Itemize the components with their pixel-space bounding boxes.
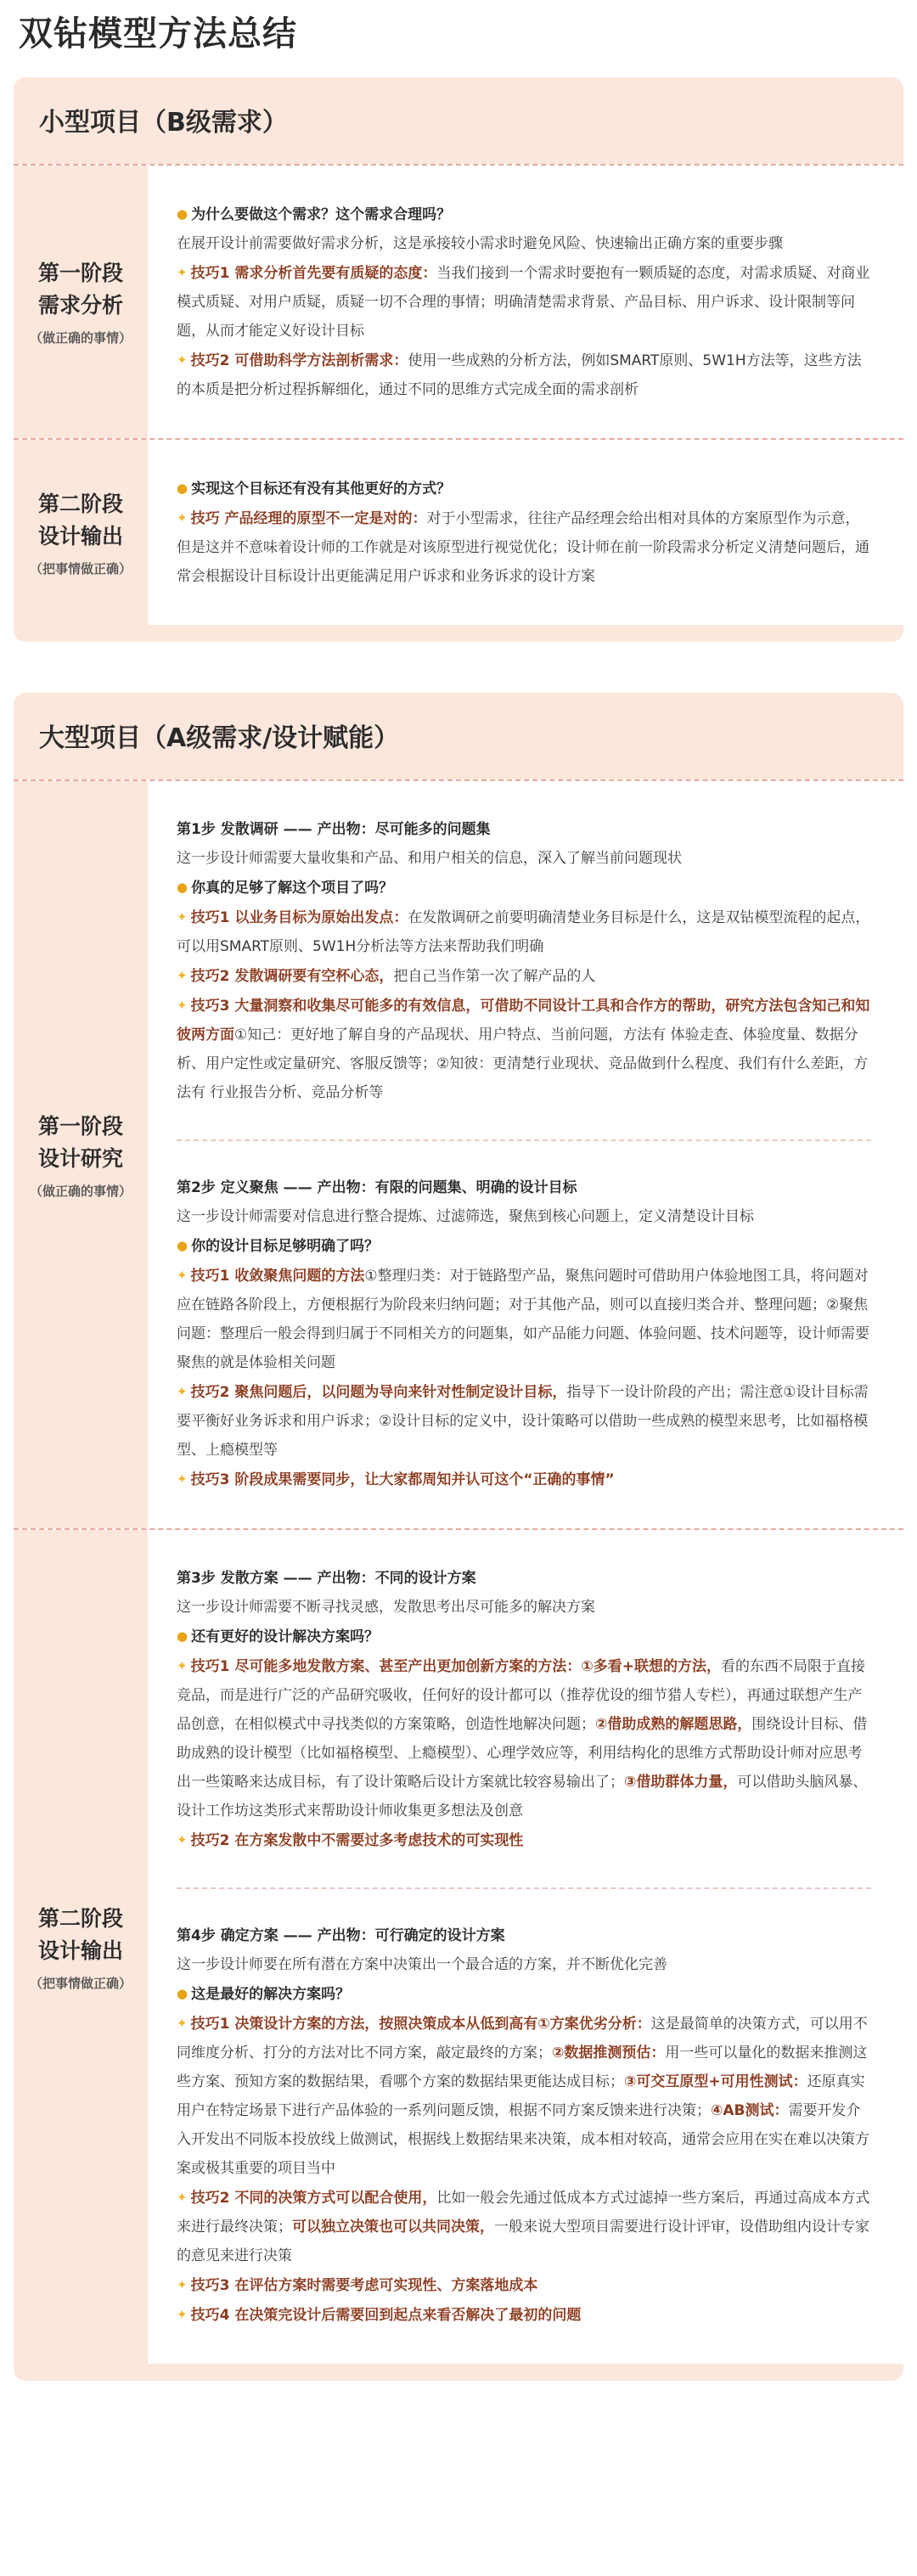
tip-item [177, 1261, 871, 1377]
stage-note: （把事情做正确） [29, 560, 132, 577]
tip-text: 还原真实用户在特定场景下进行产品体验的一系列问题反馈，根据不同方案反馈来进行决策； [177, 2073, 865, 2119]
tip-sub-label: ④AB测试： [711, 2102, 789, 2119]
lightbulb-icon: ✦ [177, 968, 188, 983]
step-title: 第2步 定义聚焦 —— 产出物：有限的问题集、明确的设计目标 [177, 1179, 577, 1196]
section-large-project [14, 693, 903, 2381]
tip-label: 技巧1 以业务目标为原始出发点： [190, 909, 408, 926]
question-line [177, 474, 871, 503]
tip-label: 技巧3 在评估方案时需要考虑可实现性、方案落地成本 [190, 2277, 538, 2294]
question-line [177, 873, 871, 903]
lightbulb-icon: ✦ [177, 909, 188, 925]
tip-label: 技巧1 收敛聚焦问题的方法 [190, 1268, 365, 1285]
stage-content [148, 166, 903, 438]
intro-text: 在展开设计前需要做好需求分析，这是承接较小需求时避免风险、快速输出正确方案的重要步骤 [177, 235, 783, 252]
tip-label: 技巧2 不同的决策方式可以配合使用， [190, 2190, 437, 2207]
tip-text: 指导下一设计阶段的产出；需注意①设计目标需要平衡好业务诉求和用户诉求；②设计目标的定义中，设计策略可以借助一些成熟的模型来思考，比如福格模型、上瘾模型等 [177, 1384, 869, 1459]
lightbulb-icon: ✦ [177, 1658, 188, 1673]
lightbulb-icon: ✦ [177, 998, 188, 1013]
tip-label: 技巧2 聚焦问题后，以问题为导向来针对性制定设计目标， [190, 1384, 567, 1401]
question-line [177, 200, 871, 229]
tip-text: 需要开发介入开发出不同版本投放线上做测试，根据线上数据结果来决策，成本相对较高，通常会应用在实在难以决策方案或极其重要的项目当中 [177, 2102, 869, 2177]
step-title: 第3步 发散方案 —— 产出物：不同的设计方案 [177, 1570, 476, 1587]
tip-text: 看的东西不局限于直接竞品，而是进行广泛的产品研究吸收，任何好的设计都可以（推荐优设的细节猎人专栏），再通过联想产生产品创意，在相似模式中寻找类似的方案策略，创造性地解决问题； [177, 1658, 865, 1733]
tip-text: 围绕设计目标、借助成熟的设计模型（比如福格模型、上瘾模型）、心理学效应等，利用结构化的思维方式帮助设计师对应思考出一些策略来达成目标，有了设计策略后设计方案就比较容易输出了； [177, 1716, 868, 1791]
tip-sub-label: 可以独立决策也可以共同决策， [292, 2219, 494, 2236]
section-header-small: 小型项目（B级需求） [39, 108, 288, 138]
question-text: 还有更好的设计解决方案吗？ [191, 1628, 380, 1645]
step-block-3 [177, 1564, 871, 1855]
tip-item [177, 1651, 871, 1825]
stage-title: 设计输出 [37, 523, 123, 548]
tip-label: 技巧1 尽可能多地发散方案、甚至产出更加创新方案的方法： [190, 1658, 582, 1675]
lightbulb-icon: ✦ [177, 265, 188, 280]
thinking-emoji-icon: ● [177, 1238, 188, 1253]
stage-title: 设计输出 [37, 1938, 123, 1963]
tip-text: 在发散调研之前要明确清楚业务目标是什么，这是双钻模型流程的起点，可以用SMART原则、5W1H分析法等方法来帮助我们明确 [177, 909, 870, 955]
tip-label: 技巧1 决策设计方案的方法，按照决策成本从低到高有 [190, 2016, 538, 2033]
lightbulb-icon: ✦ [177, 2190, 188, 2205]
tip-label: 技巧3 大量洞察和收集尽可能多的有效信息，可借助不同设计工具和合作方的帮助，研究方法包含知己和知彼两方面 [177, 998, 870, 1043]
stage-note: （做正确的事情） [29, 1183, 132, 1199]
lightbulb-icon: ✦ [177, 2307, 188, 2322]
tip-item [177, 1825, 871, 1855]
lightbulb-icon: ✦ [177, 1268, 188, 1283]
tip-label: 技巧4 在决策完设计后需要回到起点来看否解决了最初的问题 [190, 2307, 582, 2324]
question-line [177, 1622, 871, 1651]
thinking-emoji-icon: ● [177, 206, 188, 222]
stage-content [148, 440, 903, 625]
lightbulb-icon: ✦ [177, 510, 188, 526]
lightbulb-icon: ✦ [177, 1832, 188, 1848]
stage-content [148, 781, 903, 1528]
step-block-4 [177, 1887, 871, 2330]
tip-sub-label: ③借助群体力量， [624, 1774, 738, 1791]
tip-sub-label: ②借助成熟的解题思路， [595, 1716, 752, 1733]
tip-label: 技巧2 可借助科学方法剖析需求： [190, 352, 408, 369]
tip-item [177, 346, 871, 404]
tip-label: 技巧1 需求分析首先要有质疑的态度： [190, 265, 437, 282]
stage-label [14, 166, 148, 438]
tip-item [177, 503, 871, 591]
tip-text: ①知己：更好地了解自身的产品现状、用户特点、当前问题，方法有 体验走查、体验度量、数据分析、用户定性或定量研究、客服反馈等；②知彼：更清楚行业现状、竞品做到什么程度、我们有什么差距，方法有 行业报告分析、竞品分析等 [177, 1026, 869, 1101]
stage-note: （把事情做正确） [29, 1975, 132, 1991]
stage-number: 第一阶段 [37, 261, 123, 285]
tip-item [177, 2183, 871, 2270]
question-text: 你的设计目标足够明确了吗？ [191, 1238, 380, 1255]
tip-label: 技巧 产品经理的原型不一定是对的： [190, 510, 427, 527]
step-title: 第4步 确定方案 —— 产出物：可行确定的设计方案 [177, 1927, 505, 1944]
tip-text: 可以借助头脑风暴、设计工作坊这类形式来帮助设计师收集更多想法及创意 [177, 1774, 868, 1820]
tip-text: 把自己当作第一次了解产品的人 [393, 968, 596, 985]
question-text: 为什么要做这个需求？这个需求合理吗？ [191, 206, 452, 223]
question-line [177, 1231, 871, 1261]
stage-note: （做正确的事情） [29, 330, 132, 346]
tip-text: 比如一般会先通过低成本方式过滤掉一些方案后，再通过高成本方式来进行最终决策； [177, 2190, 870, 2236]
lightbulb-icon: ✦ [177, 2277, 188, 2292]
tip-text: 当我们接到一个需求时要抱有一颗质疑的态度，对需求质疑、对商业模式质疑、对用户质疑，质疑一切不合理的事情；明确清楚需求背景、产品目标、用户诉求、设计限制等问题，从而才能定义好设计目标 [177, 265, 870, 340]
stage-title: 需求分析 [37, 293, 123, 318]
lightbulb-icon: ✦ [177, 1384, 188, 1399]
step-block-2 [177, 1139, 871, 1494]
tip-text: 使用一些成熟的分析方法，例如SMART原则、5W1H方法等，这些方法的本质是把分析过程拆解细化，通过不同的思维方式完成全面的需求剖析 [177, 352, 862, 398]
tip-text: 这是最简单的决策方式，可以用不同维度分析、打分的方法对比不同方案，敲定最终的方案； [177, 2016, 868, 2061]
tip-item [177, 991, 871, 1107]
thinking-emoji-icon: ● [177, 481, 188, 496]
tip-label: 技巧2 发散调研要有空杯心态， [190, 968, 394, 985]
intro-text: 这一步设计师需要大量收集和产品、和用户相关的信息，深入了解当前问题现状 [177, 850, 682, 867]
tip-item [177, 2300, 871, 2330]
tip-sub-label: ①方案优劣分析： [537, 2016, 651, 2033]
step-block-1 [177, 815, 871, 1107]
tip-text: 一般来说大型项目需要进行设计评审，设借助组内设计专家的意见来进行决策 [177, 2219, 869, 2264]
stage-small-2 [14, 438, 903, 625]
lightbulb-icon: ✦ [177, 1471, 188, 1487]
tip-item [177, 1465, 871, 1494]
thinking-emoji-icon: ● [177, 880, 188, 895]
tip-item [177, 1377, 871, 1465]
intro-text: 这一步设计师需要对信息进行整合提炼、过滤筛选，聚焦到核心问题上，定义清楚设计目标 [177, 1208, 754, 1225]
lightbulb-icon: ✦ [177, 2016, 188, 2031]
tip-text: 对于小型需求，往往产品经理会给出相对具体的方案原型作为示意，但是这并不意味着设计师的工作就是对该原型进行视觉优化；设计师在前一阶段需求分析定义清楚问题后，通常会根据设计目标设计出更能满足用户诉求和业务诉求的设计方案 [177, 510, 869, 585]
tip-item [177, 258, 871, 346]
stage-large-1 [14, 779, 903, 1528]
thinking-emoji-icon: ● [177, 1628, 188, 1644]
question-text: 这是最好的解决方案吗？ [191, 1986, 351, 2003]
stage-title: 设计研究 [37, 1145, 123, 1171]
tip-sub-label: ③可交互原型+可用性测试： [624, 2073, 807, 2090]
tip-label: 技巧2 在方案发散中不需要过多考虑技术的可实现性 [190, 1832, 524, 1849]
tip-text: ①整理归类：对于链路型产品，聚焦问题时可借助用户体验地图工具，将问题对应在链路各阶段上，方便根据行为阶段来归纳问题；对于其他产品，则可以直接归类合并、整理问题；②聚焦问题：整理后一般会得到归属于不同相关方的问题集，如产品能力问题、体验问题、技术问题等，设计师需要聚焦的就是体验相关问题 [177, 1268, 869, 1371]
stage-small-1 [14, 164, 903, 438]
stage-label [14, 781, 148, 1528]
stage-number: 第二阶段 [37, 1905, 123, 1931]
question-text: 你真的足够了解这个项目了吗？ [191, 880, 394, 897]
tip-sub-label: ①多看+联想的方法， [581, 1658, 721, 1675]
tip-label: 技巧3 阶段成果需要同步，让大家都周知并认可这个“正确的事情” [190, 1471, 615, 1488]
question-text: 实现这个目标还有没有其他更好的方式？ [191, 481, 452, 498]
tip-item [177, 2009, 871, 2183]
stage-label [14, 440, 148, 625]
lightbulb-icon: ✦ [177, 352, 188, 368]
thinking-emoji-icon: ● [177, 1986, 188, 2001]
tip-item [177, 2270, 871, 2300]
tip-sub-label: ②数据推测预估： [552, 2044, 666, 2061]
section-small-project [14, 77, 903, 642]
intro-text: 这一步设计师需要不断寻找灵感，发散思考出尽可能多的解决方案 [177, 1599, 595, 1616]
stage-large-2 [14, 1528, 903, 2364]
step-title: 第1步 发散调研 —— 产出物：尽可能多的问题集 [177, 821, 491, 838]
stage-number: 第一阶段 [37, 1113, 123, 1139]
tip-text: 用一些可以量化的数据来推测这些方案、预知方案的数据结果，看哪个方案的数据结果更能达成目标； [177, 2044, 868, 2090]
question-line [177, 1979, 871, 2009]
section-header-large: 大型项目（A级需求/设计赋能） [39, 723, 400, 753]
stage-number: 第二阶段 [37, 491, 123, 516]
intro-text: 这一步设计师要在所有潜在方案中决策出一个最合适的方案，并不断优化完善 [177, 1956, 667, 1973]
tip-item [177, 961, 871, 991]
stage-content [148, 1530, 903, 2364]
stage-label [14, 1530, 148, 2364]
tip-item [177, 903, 871, 961]
page-title: 双钻模型方法总结 [19, 14, 297, 53]
